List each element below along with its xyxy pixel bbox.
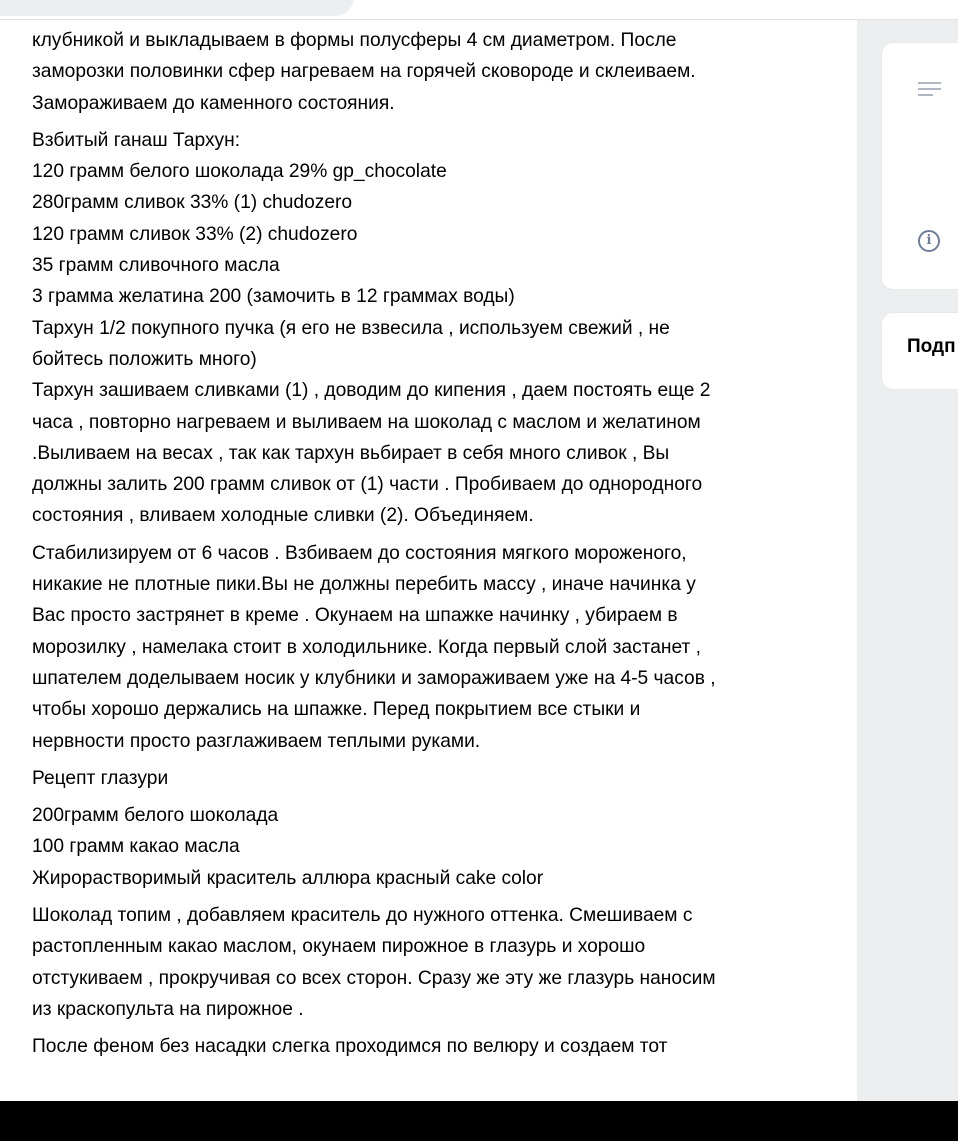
post-text-line: шпателем доделываем носик у клубники и замораживаем уже на 4-5 часов ,	[32, 667, 716, 689]
post-text-line: После феном без насадки слегка проходимся по велюру и создаем тот	[32, 1036, 668, 1058]
post-text-line: Рецепт глазури	[32, 767, 169, 789]
post-text-line: часа , повторно нагреваем и выливаем на шоколад с маслом и желатином	[32, 411, 701, 433]
post-text-line: 120 грамм сливок 33% (2) chudozero	[32, 223, 358, 245]
post-text-line: 280грамм сливок 33% (1) chudozero	[32, 192, 353, 214]
post-text-line: морозилку , намелака стоит в холодильнике. Когда первый слой застанет ,	[32, 636, 701, 658]
top-bar	[0, 0, 958, 20]
post-text-line: никакие не плотные пики.Вы не должны перебить массу , иначе начинка у	[32, 574, 696, 596]
post-text-line: отстукиваем , прокручивая со всех сторон. Сразу же эту же глазурь наносим	[32, 967, 716, 989]
post-paragraph	[32, 800, 847, 894]
post-text-line: заморозки половинки сфер нагреваем на горячей сковороде и склеиваем.	[32, 61, 696, 83]
post-text	[32, 25, 847, 1069]
post-text-line: из краскопульта на пирожное .	[32, 998, 304, 1020]
post-text-line: должны залить 200 грамм сливок от (1) части . Пробиваем до однородного	[32, 474, 703, 496]
post-text-line: 3 грамма желатина 200 (замочить в 12 граммах воды)	[32, 286, 515, 308]
subscribe-button[interactable]: Подп	[907, 336, 956, 357]
bottom-black-bar	[0, 1101, 958, 1141]
post-text-line: Замораживаем до каменного состояния.	[32, 92, 395, 114]
post-text-line: нервности просто разглаживаем теплыми руками.	[32, 730, 481, 752]
post-content	[0, 20, 857, 1101]
post-text-line: состояния , вливаем холодные сливки (2). Объединяем.	[32, 505, 534, 527]
post-actions-card	[881, 42, 958, 290]
search-bar[interactable]	[0, 0, 354, 16]
menu-icon[interactable]	[918, 82, 942, 98]
post-paragraph	[32, 900, 847, 1025]
post-paragraph	[32, 125, 847, 532]
post-text-line: Шоколад топим , добавляем краситель до нужного оттенка. Смешиваем с	[32, 905, 693, 927]
post-text-line: 100 грамм какао масла	[32, 836, 240, 858]
post-text-line: Жирорастворимый краситель аллюра красный cake color	[32, 867, 544, 889]
post-text-line: 35 грамм сливочного масла	[32, 255, 280, 277]
post-text-line: Тархун 1/2 покупного пучка (я его не взвесила , используем свежий , не	[32, 317, 670, 339]
post-text-line: растопленным какао маслом, окунаем пирожное в глазурь и хорошо	[32, 936, 646, 958]
post-text-line: 120 грамм белого шоколада 29% gp_chocolate	[32, 161, 447, 183]
post-paragraph	[32, 763, 847, 794]
post-text-line: Вас просто застрянет в креме . Окунаем на шпажке начинку , убираем в	[32, 605, 678, 627]
post-text-line: бойтесь положить много)	[32, 348, 257, 370]
post-paragraph	[32, 1031, 847, 1062]
post-text-line: клубникой и выкладываем в формы полусферы 4 см диаметром. После	[32, 30, 677, 51]
post-text-line: .Выливаем на весах , так как тархун вьбирает в себя много сливок , Вы	[32, 442, 670, 464]
post-text-line: Стабилизируем от 6 часов . Взбиваем до состояния мягкого мороженого,	[32, 542, 687, 564]
post-text-line: 200грамм белого шоколада	[32, 805, 279, 827]
post-paragraph	[32, 25, 847, 119]
post-text-line: чтобы хорошо держались на шпажке. Перед покрытием все стыки и	[32, 699, 641, 721]
post-text-line: Тархун зашиваем сливками (1) , доводим до кипения , даем постоять еще 2	[32, 380, 711, 402]
info-icon[interactable]: i	[918, 230, 940, 252]
post-paragraph	[32, 538, 847, 757]
post-text-line: Взбитый ганаш Тархун:	[32, 129, 241, 151]
